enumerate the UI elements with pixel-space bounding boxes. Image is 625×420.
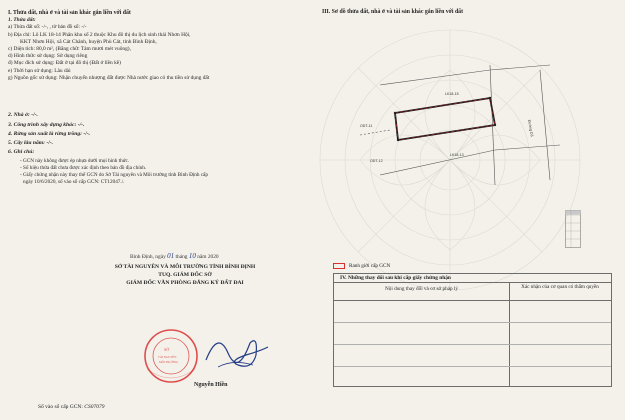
issue-day: 01 <box>167 252 175 260</box>
note-item: - Giấy chứng nhận này thay thế GCN do Sở Tài nguyên và Môi trường tỉnh Bình Định cấp <box>20 172 208 178</box>
plot-boundary <box>395 98 495 140</box>
office-department: SỞ TÀI NGUYÊN VÀ MÔI TRƯỜNG TỈNH BÌNH ĐỊNH <box>114 264 256 270</box>
changes-col-content: Nội dung thay đổi và cơ sở pháp lý <box>385 286 458 292</box>
office-director-title: GIÁM ĐỐC VĂN PHÒNG ĐĂNG KÝ ĐẤT ĐAI <box>126 280 244 286</box>
note-item: ngày 10/6/2020, số vào sổ cấp GCN: CT12047./. <box>23 179 125 185</box>
land-plot-subtitle: 1. Thửa đất: <box>8 17 36 24</box>
svg-text:SỞ: SỞ <box>164 347 170 352</box>
usage-form-line: d) Hình thức sử dụng: Sử dụng riêng <box>8 53 88 60</box>
changes-col-confirm: Xác nhận của cơ quan có thẩm quyền <box>521 284 599 290</box>
register-number-value: CS07079 <box>84 404 105 410</box>
usage-origin-line: g) Nguồn gốc sử dụng: Nhận chuyển nhượng đất được Nhà nước giao có thu tiền sử dụng đất <box>8 74 210 81</box>
svg-text:MÔI TRƯỜNG: MÔI TRƯỜNG <box>159 360 179 364</box>
section-6-notes-title: 6. Ghi chú: <box>8 149 35 155</box>
certificate-register-number: Số vào sổ cấp GCN: CS07079 <box>38 404 105 410</box>
section-5-trees: 5. Cây lâu năm: -/-. <box>8 140 54 146</box>
plot-number-line: a) Thửa đất số: -/-, , tờ bản đồ số: -/- <box>8 24 87 31</box>
neighbor-label: LK18-15 <box>445 92 459 96</box>
land-plot-diagram <box>340 60 590 190</box>
svg-text:TÀI NGUYÊN: TÀI NGUYÊN <box>158 355 177 359</box>
usage-purpose-line: đ) Mục đích sử dụng: Đất ở tại đô thị (Đất ở liền kề) <box>8 60 121 67</box>
address-line-2: KKT Nhơn Hội, xã Cát Chánh, huyện Phù Cát, tỉnh Bình Định, <box>20 38 157 45</box>
issue-date: Bình Định, ngày 01 tháng 10 năm 2020 <box>130 252 219 260</box>
section-1-title: I. Thửa đất, nhà ở và tài sản khác gắn liền với đất <box>8 10 131 16</box>
signer-name: Nguyễn Hiền <box>194 382 228 388</box>
section-4-forest: 4. Rừng sản xuất là rừng trồng: -/-. <box>8 131 91 137</box>
notes-list <box>20 158 300 186</box>
usage-term-line: e) Thời hạn sử dụng: Lâu dài <box>8 67 71 74</box>
zone-label: ODT-12 <box>370 159 383 163</box>
changes-table-title: IV. Những thay đổi sau khi cấp giấy chứng nhận <box>334 274 611 283</box>
handwritten-signature <box>198 325 278 385</box>
section-3-construction: 3. Công trình xây dựng khác: -/-. <box>8 122 85 128</box>
note-item: - GCN này không được ép nhựa dưới mọi hình thức. <box>20 158 130 164</box>
zone-label: ODT-11 <box>360 124 373 128</box>
legend-label: Ranh giới cấp GCN <box>349 263 391 270</box>
area-line: c) Diện tích: 80,0 m², (Bằng chữ: Tám mươi mét vuông), <box>8 46 131 53</box>
land-info-section <box>8 10 308 82</box>
office-delegation: TUQ. GIÁM ĐỐC SỞ <box>158 272 212 278</box>
section-2-house: 2. Nhà ở: -/-. <box>8 112 38 118</box>
issue-month: 10 <box>188 252 196 260</box>
section-3-diagram-title: III. Sơ đồ thửa đất, nhà ở và tài sản khác gắn liền với đất <box>322 9 463 15</box>
diagram-legend <box>333 263 390 269</box>
changes-table <box>333 273 612 387</box>
coordinate-table <box>565 210 581 248</box>
neighbor-label: LK18-13 <box>450 153 464 157</box>
note-item: - Số hiệu thửa đất chưa được xác định theo bản đồ địa chính. <box>20 165 147 171</box>
issuing-office <box>60 263 310 287</box>
land-plot-details <box>8 24 308 82</box>
boundary-swatch <box>333 263 345 269</box>
address-line: b) Địa chỉ: Lô LK 18-14 Phân khu số 2 thuộc Khu đô thị du lịch sinh thái Nhơn Hội, <box>8 31 191 38</box>
road-label: Đường D3 <box>527 119 534 137</box>
